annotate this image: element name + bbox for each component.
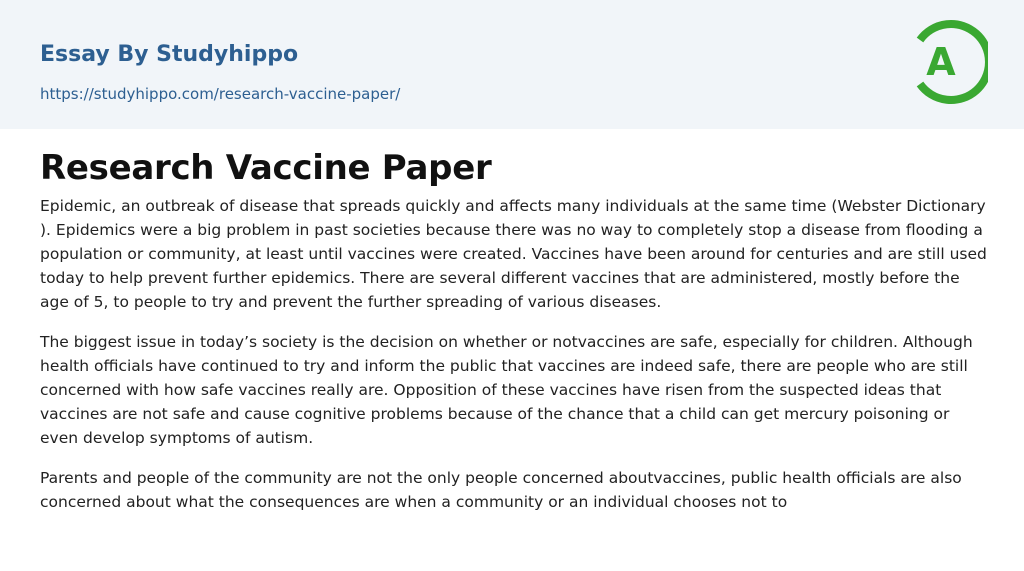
studyhippo-logo-icon[interactable] <box>908 18 988 106</box>
logo-letter: A <box>926 40 956 84</box>
essay-paragraph-1: Epidemic, an outbreak of disease that spreads quickly and affects many individuals at the same time (Webster Dictionary ). Epidemics were a big problem in past societies because there was no way to completely stop a disease from flooding a population or community, at least until vaccines were created. Vaccines have been around for centuries and are still used today to help prevent further epidemics. There are several different vaccines that are administered, mostly before the age of 5, to people to try and prevent the further spreading of various diseases. <box>40 197 987 311</box>
essay-body <box>40 194 990 530</box>
essay-paragraph-2: The biggest issue in today’s society is the decision on whether or notvaccines are safe, especially for children. Although health officials have continued to try and inform the public that vaccines are indeed safe, there are people who are still concerned with how safe vaccines really are. Opposition of these vaccines have risen from the suspected ideas that vaccines are not safe and cause cognitive problems because of the chance that a child can get mercury poisoning or even develop symptoms of autism. <box>40 333 973 447</box>
site-header <box>0 0 1024 129</box>
essay-paragraph-3: Parents and people of the community are not the only people concerned aboutvaccines, public health officials are also concerned about what the consequences are when a community or an individual chooses not to <box>40 469 962 511</box>
essay-title: Research Vaccine Paper <box>40 148 492 188</box>
site-brand[interactable]: Essay By Studyhippo <box>40 42 299 67</box>
page-url-link[interactable]: https://studyhippo.com/research-vaccine-paper/ <box>40 85 401 103</box>
